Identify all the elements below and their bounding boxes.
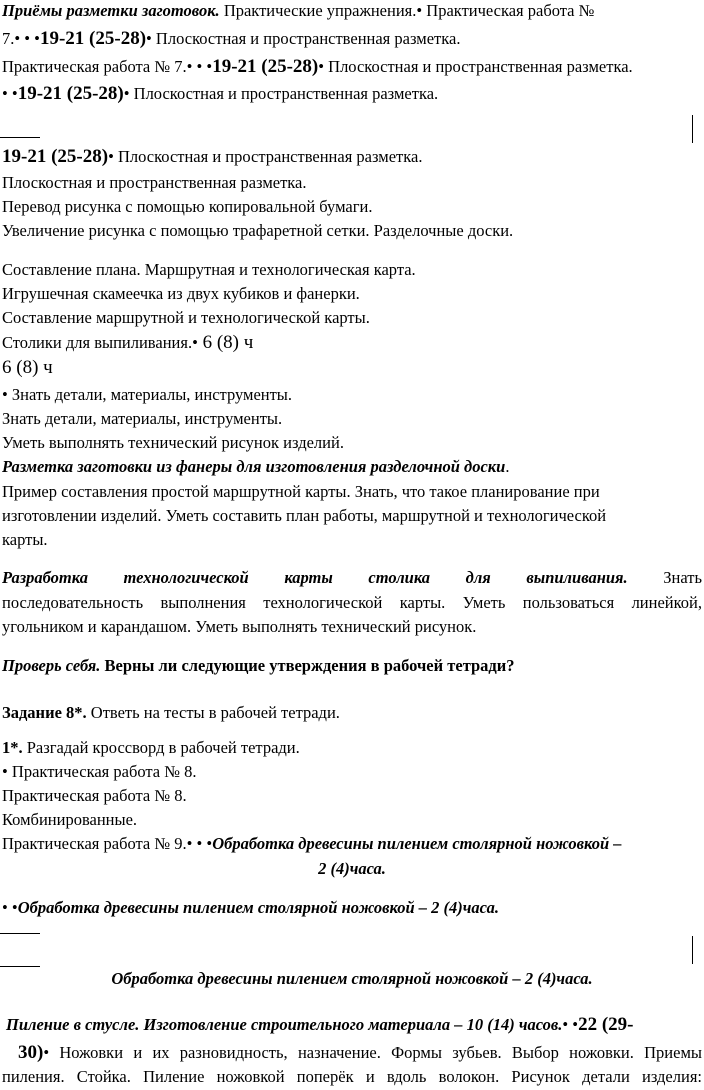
line-3 xyxy=(2,56,702,78)
line-24 xyxy=(2,655,702,677)
line-33: Обработка древесины пилением столярной ножовкой – 2 (4)часа. xyxy=(111,969,593,988)
vertical-rule xyxy=(692,936,693,964)
line-21 xyxy=(2,567,702,589)
topic-title: Разработка технологической карты столика для выпиливания. xyxy=(2,568,628,587)
line-18: Пример составления простой маршрутной карты. Знать, что такое планирование при xyxy=(2,482,600,501)
text: • • xyxy=(2,898,18,917)
line-11: Составление маршрутной и технологической карты. xyxy=(2,308,370,327)
lesson-range: 19-21 (25-28) xyxy=(17,83,124,104)
line-15: Знать детали, материалы, инструменты. xyxy=(2,409,283,428)
text: Разгадай кроссворд в рабочей тетради. xyxy=(22,738,300,757)
separator-rule xyxy=(0,966,40,967)
text: Ответь на тесты в рабочей тетради. xyxy=(86,703,340,722)
lesson-range: 22 (29- xyxy=(578,1014,634,1035)
text: Столики для выпиливания.• xyxy=(2,333,198,352)
line-31: 2 (4)часа. xyxy=(318,859,386,878)
text: . xyxy=(505,457,510,476)
lesson-range: 19-21 (25-28) xyxy=(212,56,319,77)
text: • Плоскостная и пространственная разметка. xyxy=(146,29,461,48)
line-8: Увеличение рисунка с помощью трафаретной сетки. Разделочные доски. xyxy=(2,221,514,240)
line-10: Игрушечная скамеечка из двух кубиков и фанерки. xyxy=(2,284,360,303)
line-23: угольником и карандашом. Уметь выполнять технический рисунок. xyxy=(2,617,477,636)
section-label: Проверь себя. xyxy=(2,656,101,675)
line-25 xyxy=(2,702,702,724)
line-30 xyxy=(2,833,702,855)
text: • • xyxy=(562,1015,579,1034)
line-36: пиления. Стойка. Пиление ножовкой поперёк и вдоль волокон. Рисунок детали изделия: xyxy=(2,1067,702,1086)
hours: 6 (8) ч xyxy=(197,332,254,353)
vertical-rule xyxy=(692,115,693,143)
separator-rule xyxy=(0,137,40,138)
line-19: изготовлении изделий. Уметь составить план работы, маршрутной и технологической xyxy=(2,506,607,525)
line-32 xyxy=(2,897,702,919)
line-5 xyxy=(2,146,702,168)
line-6: Плоскостная и пространственная разметка. xyxy=(2,173,307,192)
line-28: Практическая работа № 8. xyxy=(2,786,187,805)
text: • Плоскостная и пространственная разметка. xyxy=(318,57,633,76)
line-20: карты. xyxy=(2,530,48,549)
text: Практическая работа № 7.• • • xyxy=(2,57,213,76)
lesson-range: 19-21 (25-28) xyxy=(2,146,109,167)
line-2 xyxy=(2,28,702,50)
line-16: Уметь выполнять технический рисунок изделий. xyxy=(2,433,344,452)
topic-title: Приёмы разметки заготовок. xyxy=(2,1,220,20)
text: • Ножовки и их разновидность, назначение. Формы зубьев. Выбор ножовки. Приемы xyxy=(43,1043,702,1062)
lesson-range: 19-21 (25-28) xyxy=(39,28,147,49)
task-label: 1*. xyxy=(2,738,23,757)
line-17 xyxy=(2,456,702,478)
task-label: Задание 8*. xyxy=(2,703,87,722)
line-12 xyxy=(2,332,702,354)
line-34 xyxy=(6,1014,702,1036)
text: Практические упражнения. xyxy=(219,1,417,20)
line-26 xyxy=(2,737,702,759)
line-4 xyxy=(2,83,702,105)
section-heading: Верны ли следующие утверждения в рабочей тетради? xyxy=(100,656,515,675)
line-9: Составление плана. Маршрутная и технологическая карта. xyxy=(2,260,416,279)
line-35 xyxy=(2,1042,702,1064)
line-7: Перевод рисунка с помощью копировальной бумаги. xyxy=(2,197,373,216)
line-14: • Знать детали, материалы, инструменты. xyxy=(2,385,293,404)
text: 7.• • • xyxy=(2,29,40,48)
topic-title: Пиление в стусле. Изготовление строительного материала – 10 (14) часов. xyxy=(6,1015,563,1034)
text: Практическая работа № 9.• • • xyxy=(2,834,213,853)
text: Знать xyxy=(627,568,703,587)
topic-title: Обработка древесины пилением столярной ножовкой – 2 (4)часа. xyxy=(17,898,499,917)
lesson-range: 30) xyxy=(18,1042,44,1063)
line-22: последовательность выполнения технологической карты. Уметь пользоваться линейкой, xyxy=(2,593,702,612)
topic-title: Разметка заготовки из фанеры для изготовления разделочной доски xyxy=(2,457,506,476)
separator-rule xyxy=(0,933,40,934)
text: • Плоскостная и пространственная разметка. xyxy=(108,147,423,166)
text: • • xyxy=(2,84,18,103)
line-13: 6 (8) ч xyxy=(2,357,53,378)
line-27: • Практическая работа № 8. xyxy=(2,762,197,781)
line-1 xyxy=(2,0,702,22)
line-29: Комбинированные. xyxy=(2,810,138,829)
text: • Плоскостная и пространственная разметка. xyxy=(123,84,439,103)
topic-title: Обработка древесины пилением столярной ножовкой – xyxy=(212,834,622,853)
text: • Практическая работа № xyxy=(416,1,595,20)
